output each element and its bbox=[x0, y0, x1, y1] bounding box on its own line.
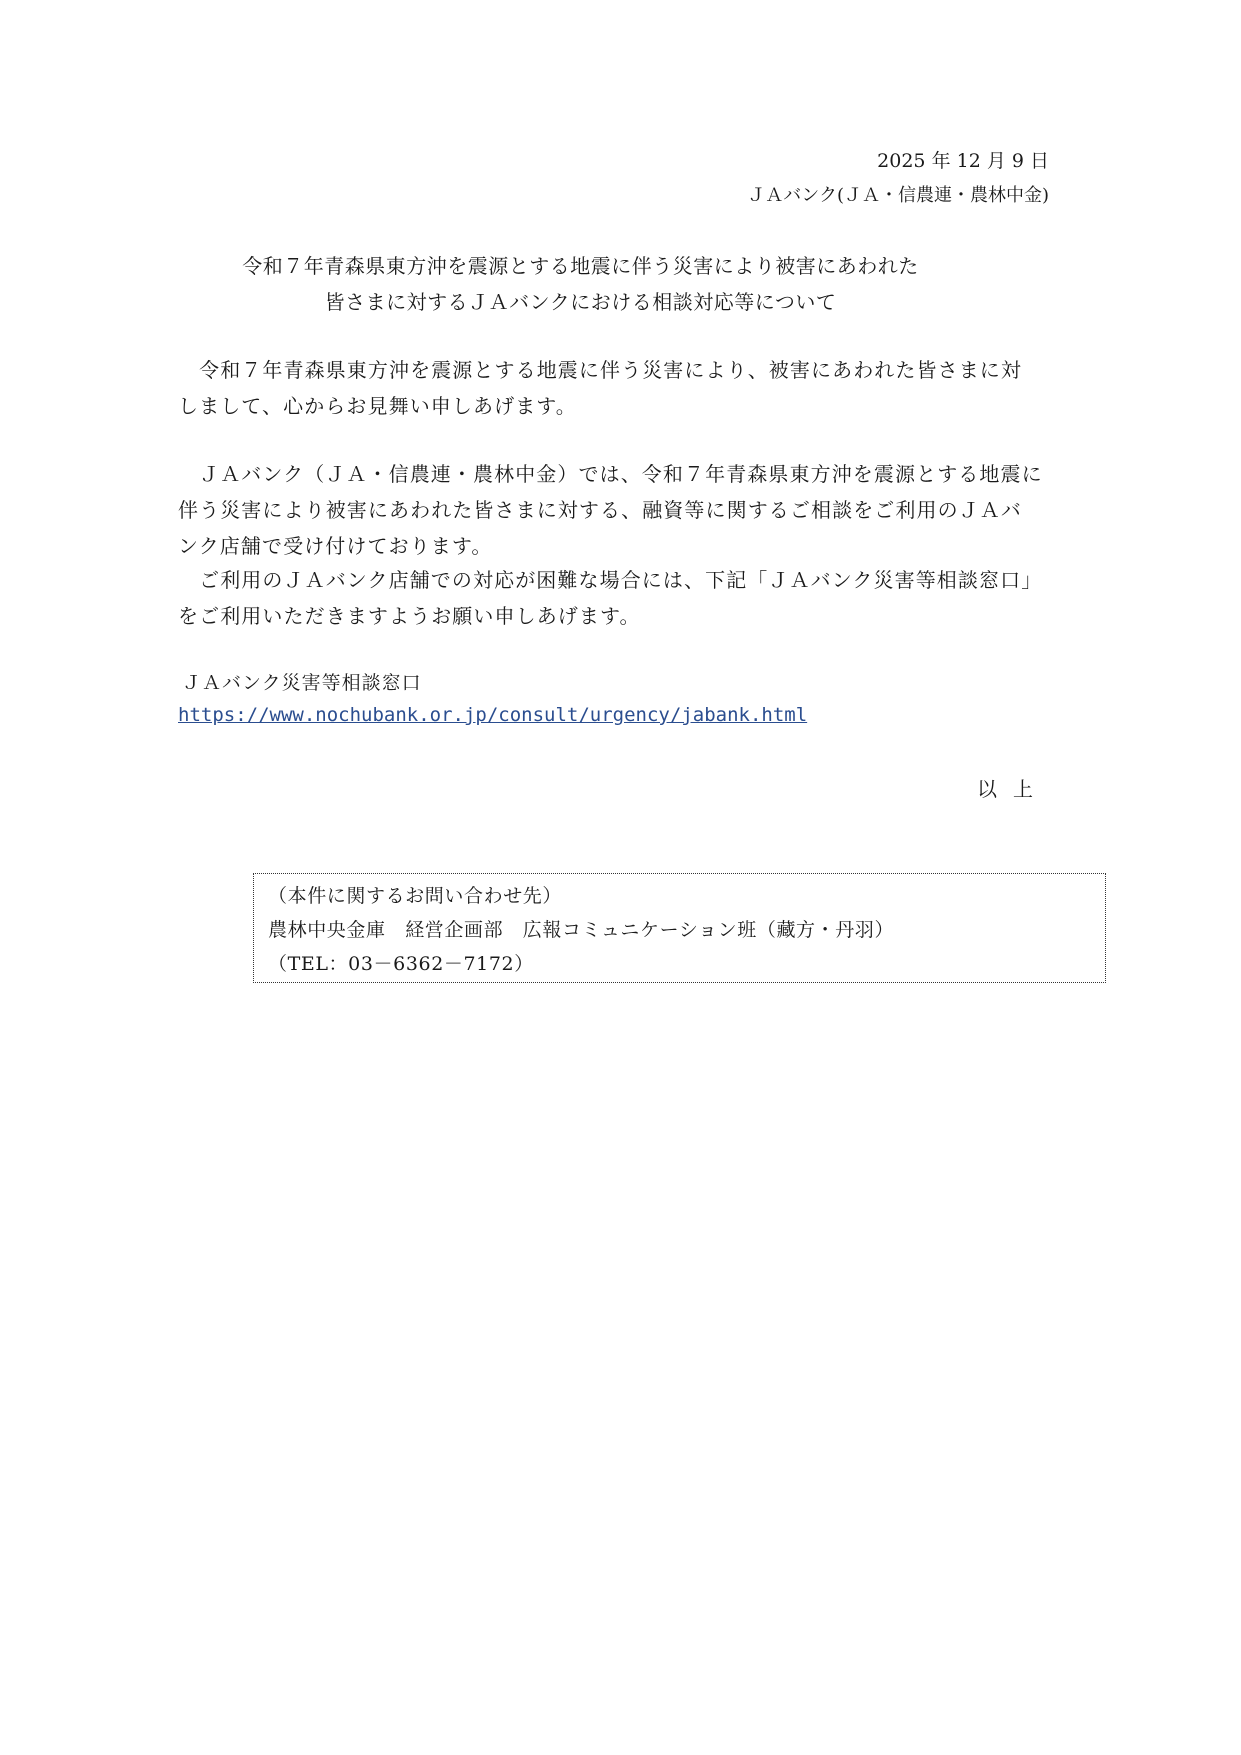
inquiry-box bbox=[253, 873, 1106, 983]
inquiry-department: 農林中央金庫 経営企画部 広報コミュニケーション班（藏方・丹羽） bbox=[268, 919, 895, 941]
paragraph-line: 伴う災害により被害にあわれた皆さまに対する、融資等に関するご相談をご利用のＪＡバ bbox=[178, 498, 1022, 522]
consultation-window-label: ＪＡバンク災害等相談窓口 bbox=[182, 672, 422, 694]
paragraph-line: をご利用いただきますようお願い申しあげます。 bbox=[178, 604, 641, 628]
paragraph-consultation bbox=[178, 456, 1058, 564]
document-title-line-1: 令和７年青森県東方沖を震源とする地震に伴う災害により被害にあわれた bbox=[242, 254, 919, 278]
inquiry-phone: （TEL：03－6362－7172） bbox=[268, 953, 534, 975]
document-title-line-2: 皆さまに対するＪＡバンクにおける相談対応等について bbox=[324, 290, 837, 314]
paragraph-line: ンク店舗で受け付けております。 bbox=[178, 534, 493, 558]
paragraph-line: ご利用のＪＡバンク店舗での対応が困難な場合には、下記「ＪＡバンク災害等相談窓口」 bbox=[178, 568, 1043, 592]
paragraph-contact-window bbox=[178, 562, 1058, 634]
paragraph-line: しまして、心からお見舞い申しあげます。 bbox=[178, 394, 577, 418]
closing-remark: 以上 bbox=[977, 777, 1049, 801]
paragraph-line: 令和７年青森県東方沖を震源とする地震に伴う災害により、被害にあわれた皆さまに対 bbox=[178, 358, 1022, 382]
issue-date: 2025 年 12 月 9 日 bbox=[877, 150, 1049, 172]
inquiry-heading: （本件に関するお問い合わせ先） bbox=[268, 885, 563, 907]
issuer-name: ＪＡバンク(ＪＡ・信農連・農林中金) bbox=[747, 185, 1049, 206]
consultation-window-link[interactable]: https://www.nochubank.or.jp/consult/urgency/jabank.html bbox=[178, 704, 808, 726]
paragraph-line: ＪＡバンク（ＪＡ・信農連・農林中金）では、令和７年青森県東方沖を震源とする地震に bbox=[178, 462, 1043, 486]
paragraph-sympathy bbox=[178, 352, 1058, 424]
